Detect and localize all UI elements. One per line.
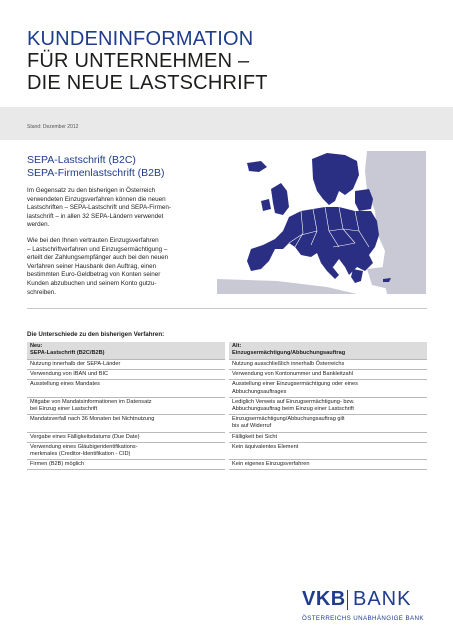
text-line: lastschrift – in allen 32 SEPA-Ländern verwendet [27, 212, 164, 220]
text-line: erteilt der Zahlungsempfänger auch bei den neuen [27, 254, 169, 262]
procedure-paragraph [27, 237, 197, 297]
vkb-bank-logo [300, 588, 430, 624]
cell-old [227, 370, 427, 380]
text-line: schreiben. [27, 288, 57, 296]
cell-new [27, 380, 227, 397]
text-line: – Lastschriftverfahren und Einzugsermächtigung – [27, 245, 168, 253]
map-scandinavia [312, 153, 359, 205]
cell-text: Lediglich Verweis auf Einzugsermächtigung- bzw. [232, 398, 355, 405]
table-row [27, 360, 427, 370]
cell-text: bis auf Widerruf [232, 423, 272, 430]
table-row [27, 370, 427, 380]
header-new [27, 342, 227, 360]
cell-text: Kein äquivalentes Element [232, 443, 299, 450]
table-row [27, 432, 427, 442]
text-line: verwendeten Einzugsverfahren können die neuen [27, 195, 166, 203]
cell-text: Nutzung ausschließlich innerhalb Österreichs [232, 361, 345, 367]
section-subtitle [27, 154, 165, 179]
table-row [27, 442, 427, 459]
cell-text: Ausstellung eines Mandates [30, 381, 100, 388]
title-line-3: DIE NEUE LASTSCHRIFT [27, 72, 268, 94]
cell-new [27, 415, 227, 432]
cell-old [227, 415, 427, 432]
text-line: Lastschriften – SEPA-Lastschrift und SEPA-Firmen- [27, 204, 171, 212]
table-row [27, 460, 427, 470]
cell-old [227, 432, 427, 442]
logo-separator [347, 590, 348, 610]
cell-old [227, 397, 427, 414]
map-iceland [247, 161, 267, 172]
text-line: Im Gegensatz zu den bisherigen in Österreich [27, 187, 156, 194]
cell-old [227, 442, 427, 459]
header-new-label: Neu: [30, 343, 43, 349]
cell-text: Fälligkeit bei Sicht [232, 433, 278, 440]
cell-text: Firmen (B2B) möglich [30, 461, 85, 468]
section-divider [27, 308, 427, 309]
text-line: Wie bei den Ihnen vertrauten Einzugsverfahren [27, 237, 159, 244]
cell-text: Mandatsverfall nach 36 Monaten bei Nichtnutzung [30, 416, 155, 423]
stand-date: Stand: Dezember 2012 [27, 124, 79, 130]
text-line: Kunden abzubuchen und seinem Konto gutzu- [27, 279, 157, 287]
table-row [27, 380, 427, 397]
cell-text: Abbuchungsauftrages [232, 388, 287, 395]
header-old-title: Einzugsermächtigung/Abbuchungsauftrag [232, 350, 346, 357]
differences-heading: Die Unterschiede zu den bisherigen Verfahren: [27, 331, 165, 338]
cell-old [227, 460, 427, 470]
cell-text: bei Einzug einer Lastschrift [30, 406, 98, 413]
text-line: bestimmten Euro-Geldbetrag von Konten seiner [27, 271, 161, 279]
cell-new [27, 432, 227, 442]
comparison-table [27, 342, 427, 470]
cell-text: Ausstellung einer Einzugsermächtigung oder eines [232, 381, 358, 388]
logo-word: BANK [353, 588, 412, 610]
cell-text: Abbuchungsauftrag beim Einzug einer Lastschrift [232, 406, 354, 413]
cell-text: merkmales (Creditor-Identifikation - CID) [30, 451, 131, 458]
table-header-row [27, 342, 427, 360]
table-row [27, 397, 427, 414]
cell-text: Mitgabe von Mandatsinformationen im Datensatz [30, 398, 152, 405]
document-title [27, 28, 268, 94]
subtitle-line-2: SEPA-Firmenlastschrift (B2B) [27, 166, 165, 179]
intro-paragraph [27, 187, 197, 230]
map-baltics [355, 189, 373, 211]
cell-text: Kein eigenes Einzugsverfahren [232, 461, 310, 468]
subtitle-line-1: SEPA-Lastschrift (B2C) [27, 154, 136, 166]
europe-sepa-map [217, 151, 426, 294]
cell-new [27, 460, 227, 470]
header-new-title: SEPA-Lastschrift (B2C/B2B) [30, 350, 105, 357]
cell-new [27, 360, 227, 370]
cell-new [27, 397, 227, 414]
logo-tagline: ÖSTERREICHS UNABHÄNGIGE BANK [302, 615, 424, 622]
cell-text: Nutzung innerhalb der SEPA-Länder [30, 361, 121, 367]
cell-text: Vergabe eines Fälligkeitsdatums (Due Date) [30, 433, 140, 440]
cell-text: Verwendung von IBAN und BIC [30, 371, 109, 378]
map-british-isles [261, 183, 289, 215]
cell-new [27, 442, 227, 459]
cell-text: Verwendung von Kontonummer und Bankleitzahl [232, 371, 353, 378]
text-line: werden. [27, 221, 50, 229]
logo-brand: VKB [302, 588, 346, 610]
cell-new [27, 370, 227, 380]
table-row [27, 415, 427, 432]
cell-text: Verwendung eines Gläubigeridentifikations- [30, 443, 138, 450]
map-turkey-region [367, 263, 426, 291]
header-old [227, 342, 427, 360]
title-line-2: FÜR UNTERNEHMEN – [27, 50, 250, 72]
map-greece [351, 269, 363, 283]
cell-text: Einzugsermächtigung/Abbuchungsauftrag gilt [232, 416, 345, 423]
title-line-1: KUNDENINFORMATION [27, 28, 254, 50]
cell-old [227, 360, 427, 370]
header-old-label: Alt: [232, 343, 242, 349]
cell-old [227, 380, 427, 397]
text-line: Verfahren seiner Hausbank den Auftrag, einen [27, 262, 157, 270]
map-north-africa-region [217, 279, 357, 294]
